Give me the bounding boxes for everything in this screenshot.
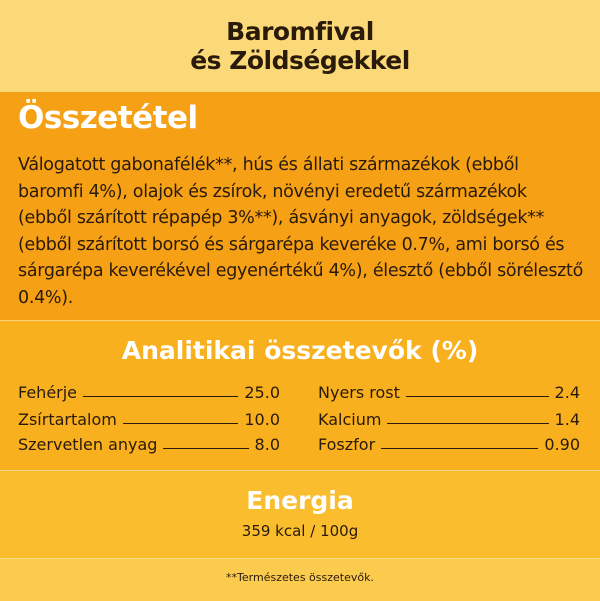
nutrient-label: Kalcium [318,410,382,429]
leader-line [387,423,548,424]
nutrient-label: Foszfor [318,435,376,454]
composition-title: Összetétel [18,100,198,136]
nutrient-value: 10.0 [244,410,280,429]
nutrient-row [318,380,580,402]
composition-text: Válogatott gabonafélék**, hús és állati származékok (ebből baromfi 4%), olajok és zsírok, növényi eredetű származékok (ebből szárított répapép 3%**), ásványi anyagok, zöldségek** (ebből szárított borsó és sárgarépa keveréke 0.7%, ami borsó és sárgarépa keverékével egyenértékű 4%), élesztő (ebből sörélesztő 0.4%). [18,155,583,308]
nutrient-value: 25.0 [244,383,280,402]
leader-line [123,423,239,424]
leader-line [163,448,248,449]
nutrient-label: Nyers rost [318,383,400,402]
nutrient-value: 2.4 [554,383,580,402]
nutrient-row [18,380,280,402]
nutrient-row [18,407,280,429]
leader-line [381,448,538,449]
analytic-title: Analitikai összetevők (%) [121,336,479,365]
footnote: **Természetes összetevők. [226,571,374,584]
nutrient-value: 8.0 [254,435,280,454]
nutrient-label: Szervetlen anyag [18,435,158,454]
leader-line [83,396,238,397]
energy-title: Energia [246,486,354,515]
nutrient-row [318,407,580,429]
product-header [0,0,600,92]
product-title-line-1: Baromfival [226,17,374,46]
energy-value: 359 kcal / 100g [241,522,359,540]
nutrient-label: Fehérje [18,383,78,402]
nutrient-value: 1.4 [554,410,580,429]
product-title-line-2: és Zöldségekkel [190,46,410,75]
leader-line [406,396,549,397]
nutrient-row [318,432,580,454]
nutrient-value: 0.90 [544,435,580,454]
nutrient-row [18,432,280,454]
nutrient-label: Zsírtartalom [18,410,117,429]
